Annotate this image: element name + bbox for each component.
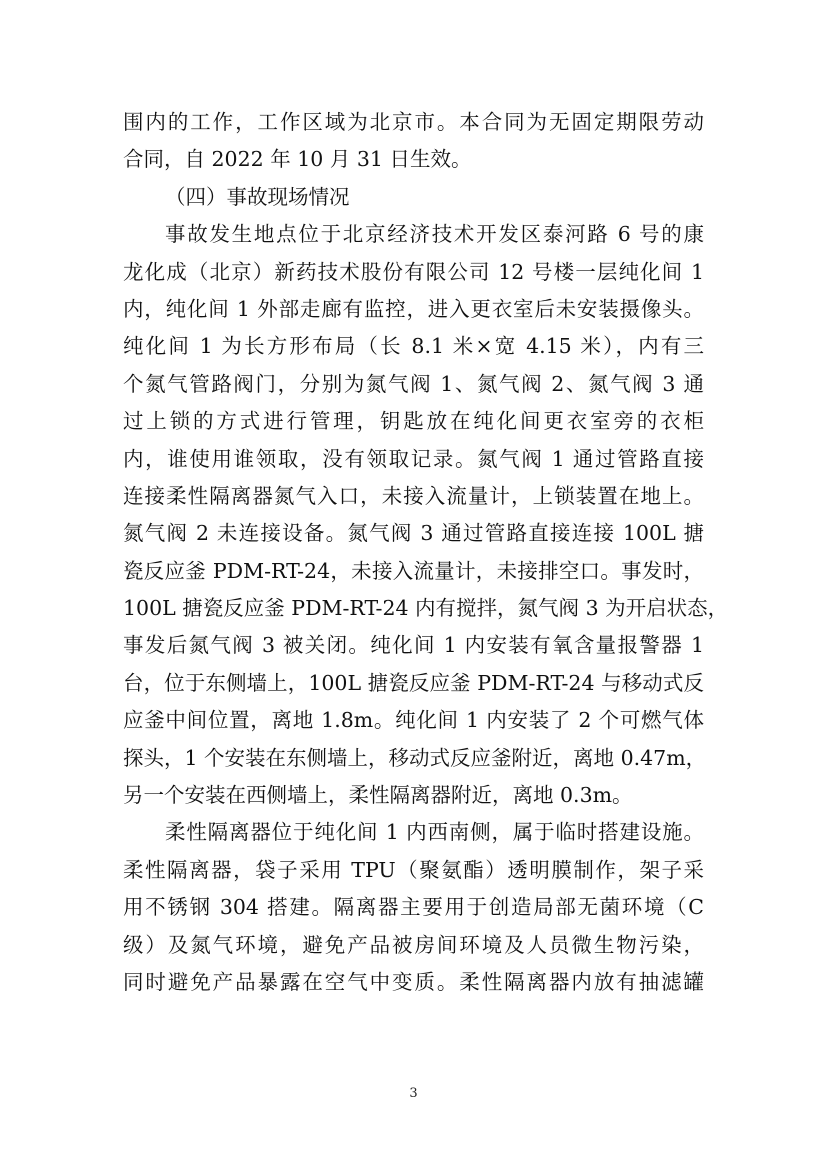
text-line: 合同，自 2022 年 10 月 31 日生效。 <box>123 147 472 172</box>
text-line: 柔性隔离器位于纯化间 1 内西南侧，属于临时搭建设施。 <box>165 820 704 845</box>
body-text <box>123 104 729 1001</box>
text-line: 个氮气管路阀门，分别为氮气阀 1、氮气阀 2、氮气阀 3 通 <box>123 371 704 396</box>
text-line: 内，谁使用谁领取，没有领取记录。氮气阀 1 通过管路直接 <box>123 446 704 471</box>
text-line: 过上锁的方式进行管理，钥匙放在纯化间更衣室旁的衣柜 <box>123 409 704 434</box>
text-line: 100L 搪瓷反应釜 PDM-RT-24 内有搅拌，氮气阀 3 为开启状态， <box>123 596 729 621</box>
text-line: （四）事故现场情况 <box>165 184 350 209</box>
text-line: 事故发生地点位于北京经济技术开发区泰河路 6 号的康 <box>165 222 704 247</box>
text-line: 龙化成（北京）新药技术股份有限公司 12 号楼一层纯化间 1 <box>123 259 704 284</box>
text-line: 台，位于东侧墙上，100L 搪瓷反应釜 PDM-RT-24 与移动式反 <box>123 670 704 695</box>
text-line: 另一个安装在西侧墙上，柔性隔离器附近，离地 0.3m。 <box>123 783 633 808</box>
text-line: 应釜中间位置，离地 1.8m。纯化间 1 内安装了 2 个可燃气体 <box>123 708 704 733</box>
text-line: 级）及氮气环境，避免产品被房间环境及人员微生物污染， <box>123 932 704 957</box>
text-line: 内，纯化间 1 外部走廊有监控，进入更衣室后未安装摄像头。 <box>123 296 704 321</box>
text-line: 柔性隔离器，袋子采用 TPU（聚氨酯）透明膜制作，架子采 <box>123 857 704 882</box>
text-line: 纯化间 1 为长方形布局（长 8.1 米×宽 4.15 米），内有三 <box>123 334 704 359</box>
text-line: 瓷反应釜 PDM-RT-24，未接入流量计，未接排空口。事发时， <box>123 558 704 583</box>
text-line: 连接柔性隔离器氮气入口，未接入流量计，上锁装置在地上。 <box>123 483 704 508</box>
page-number: 3 <box>409 1086 418 1101</box>
text-line: 用不锈钢 304 搭建。隔离器主要用于创造局部无菌环境（C <box>123 895 704 920</box>
text-line: 同时避免产品暴露在空气中变质。柔性隔离器内放有抽滤罐 <box>123 969 704 994</box>
text-line: 氮气阀 2 未连接设备。氮气阀 3 通过管路直接连接 100L 搪 <box>123 521 704 546</box>
text-line: 探头，1 个安装在东侧墙上，移动式反应釜附近，离地 0.47m， <box>123 745 707 770</box>
text-line: 事发后氮气阀 3 被关闭。纯化间 1 内安装有氧含量报警器 1 <box>123 633 704 658</box>
text-line: 围内的工作，工作区域为北京市。本合同为无固定期限劳动 <box>123 110 704 134</box>
